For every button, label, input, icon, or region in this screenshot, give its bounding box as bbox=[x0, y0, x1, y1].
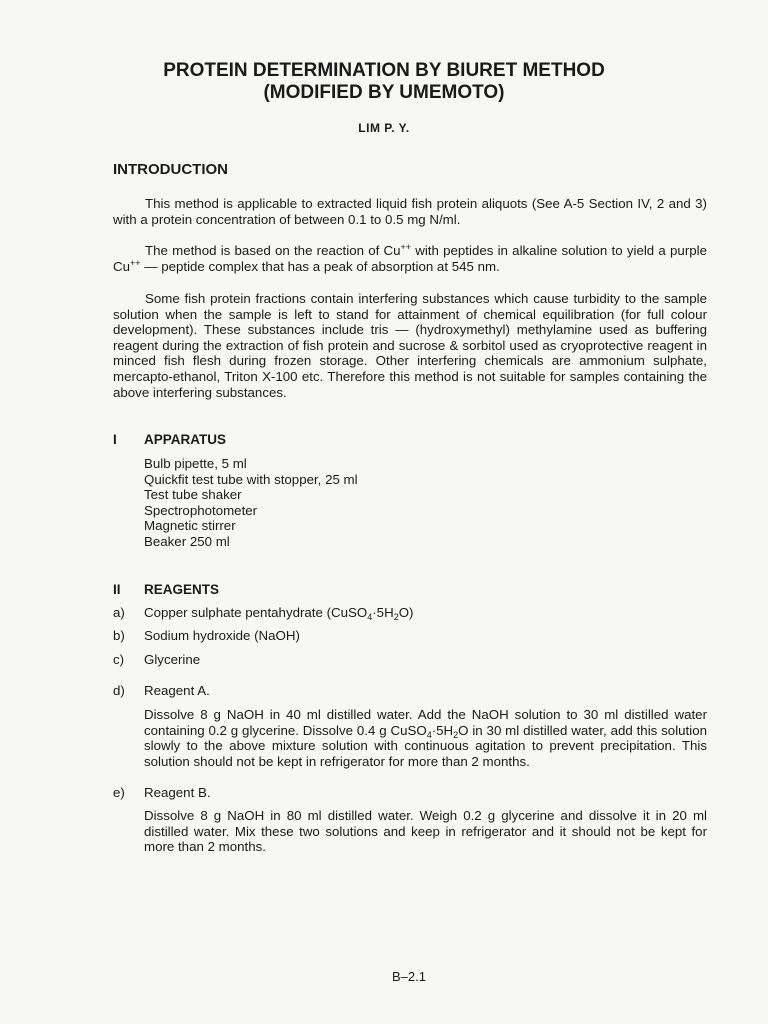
reagents-heading: REAGENTS bbox=[144, 582, 220, 597]
reagent-c-letter: c) bbox=[113, 652, 125, 667]
title-line-2: (MODIFIED BY UMEMOTO) bbox=[263, 82, 505, 103]
reagent-e-body: Dissolve 8 g NaOH in 80 ml distilled water. Weigh 0.2 g glycerine and dissolve it in 20 ml distilled water. Mix these two solutions and keep in refrigerator and it should not be kept for more than 2 months. bbox=[144, 808, 707, 855]
author: LIM P. Y. bbox=[358, 121, 410, 135]
reagent-a-text: Copper sulphate pentahydrate $(CuSO_4\cdot 5H_2O)$ bbox=[144, 605, 414, 622]
reagent-c-text: Glycerine bbox=[144, 652, 201, 667]
reagent-d-body: Dissolve 8 g NaOH in 40 ml distilled water. Add the NaOH solution to 30 ml distilled water containing 0.2 g glycerine. Dissolve 0.4 g $CuSO_4\cdot 5H_2O$ in 30 ml distilled water, add this solution slowly to the above mixture solution with continuous agitation to prevent precipitation. This solution should not be kept in refrigerator for more than 2 months. bbox=[144, 707, 707, 769]
reagent-d-letter: d) bbox=[113, 683, 125, 698]
title-line-1: PROTEIN DETERMINATION BY BIURET METHOD bbox=[163, 60, 605, 81]
apparatus-heading: APPARATUS bbox=[144, 432, 227, 447]
list-item: Test tube shaker bbox=[144, 487, 242, 503]
reagent-b-text: Sodium hydroxide (NaOH) bbox=[144, 628, 300, 643]
reagent-a-letter: a) bbox=[113, 605, 125, 620]
list-item: Quickfit test tube with stopper, 25 ml bbox=[144, 471, 358, 487]
reagents-number: II bbox=[113, 582, 121, 597]
intro-paragraph-3: Some fish protein fractions contain interfering substances which cause turbidity to the sample solution when the sample is left to stand for attainment of chemical equilibration (for full colour development). These substances include tris — (hydroxymethyl) methylamine used as buffering reagent during the extraction of fish protein and sucrose & sorbitol used as cryoprotective reagent in minced fish flesh during frozen storage. Other interfering chemicals are ammonium sulphate, mercapto-ethanol, Triton X-100 etc. Therefore this method is not suitable for samples containing the above interfering substances. bbox=[113, 291, 707, 400]
reagent-b-letter: b) bbox=[113, 628, 125, 643]
intro-paragraph-1: This method is applicable to extracted liquid fish protein aliquots (See A-5 Section IV, 2 and 3) with a protein concentration of between 0.1 to 0.5 mg N/ml. bbox=[113, 196, 707, 227]
list-item: Beaker 250 ml bbox=[144, 533, 230, 549]
list-item: Bulb pipette, 5 ml bbox=[144, 456, 247, 471]
apparatus-number: I bbox=[113, 432, 117, 447]
list-item: Spectrophotometer bbox=[144, 502, 258, 518]
reagent-d-title: Reagent A. bbox=[144, 683, 210, 698]
reagent-e-title: Reagent B. bbox=[144, 785, 211, 800]
reagent-e-letter: e) bbox=[113, 785, 125, 800]
introduction-heading: INTRODUCTION bbox=[113, 161, 228, 178]
page-number: B–2.1 bbox=[392, 969, 426, 984]
list-item: Magnetic stirrer bbox=[144, 518, 236, 534]
intro-paragraph-2: The method is based on the reaction of Cu++ with peptides in alkaline solution to yield a purple Cu++ — peptide complex that has a peak of absorption at 545 nm. bbox=[113, 242, 707, 274]
apparatus-list bbox=[144, 456, 358, 550]
